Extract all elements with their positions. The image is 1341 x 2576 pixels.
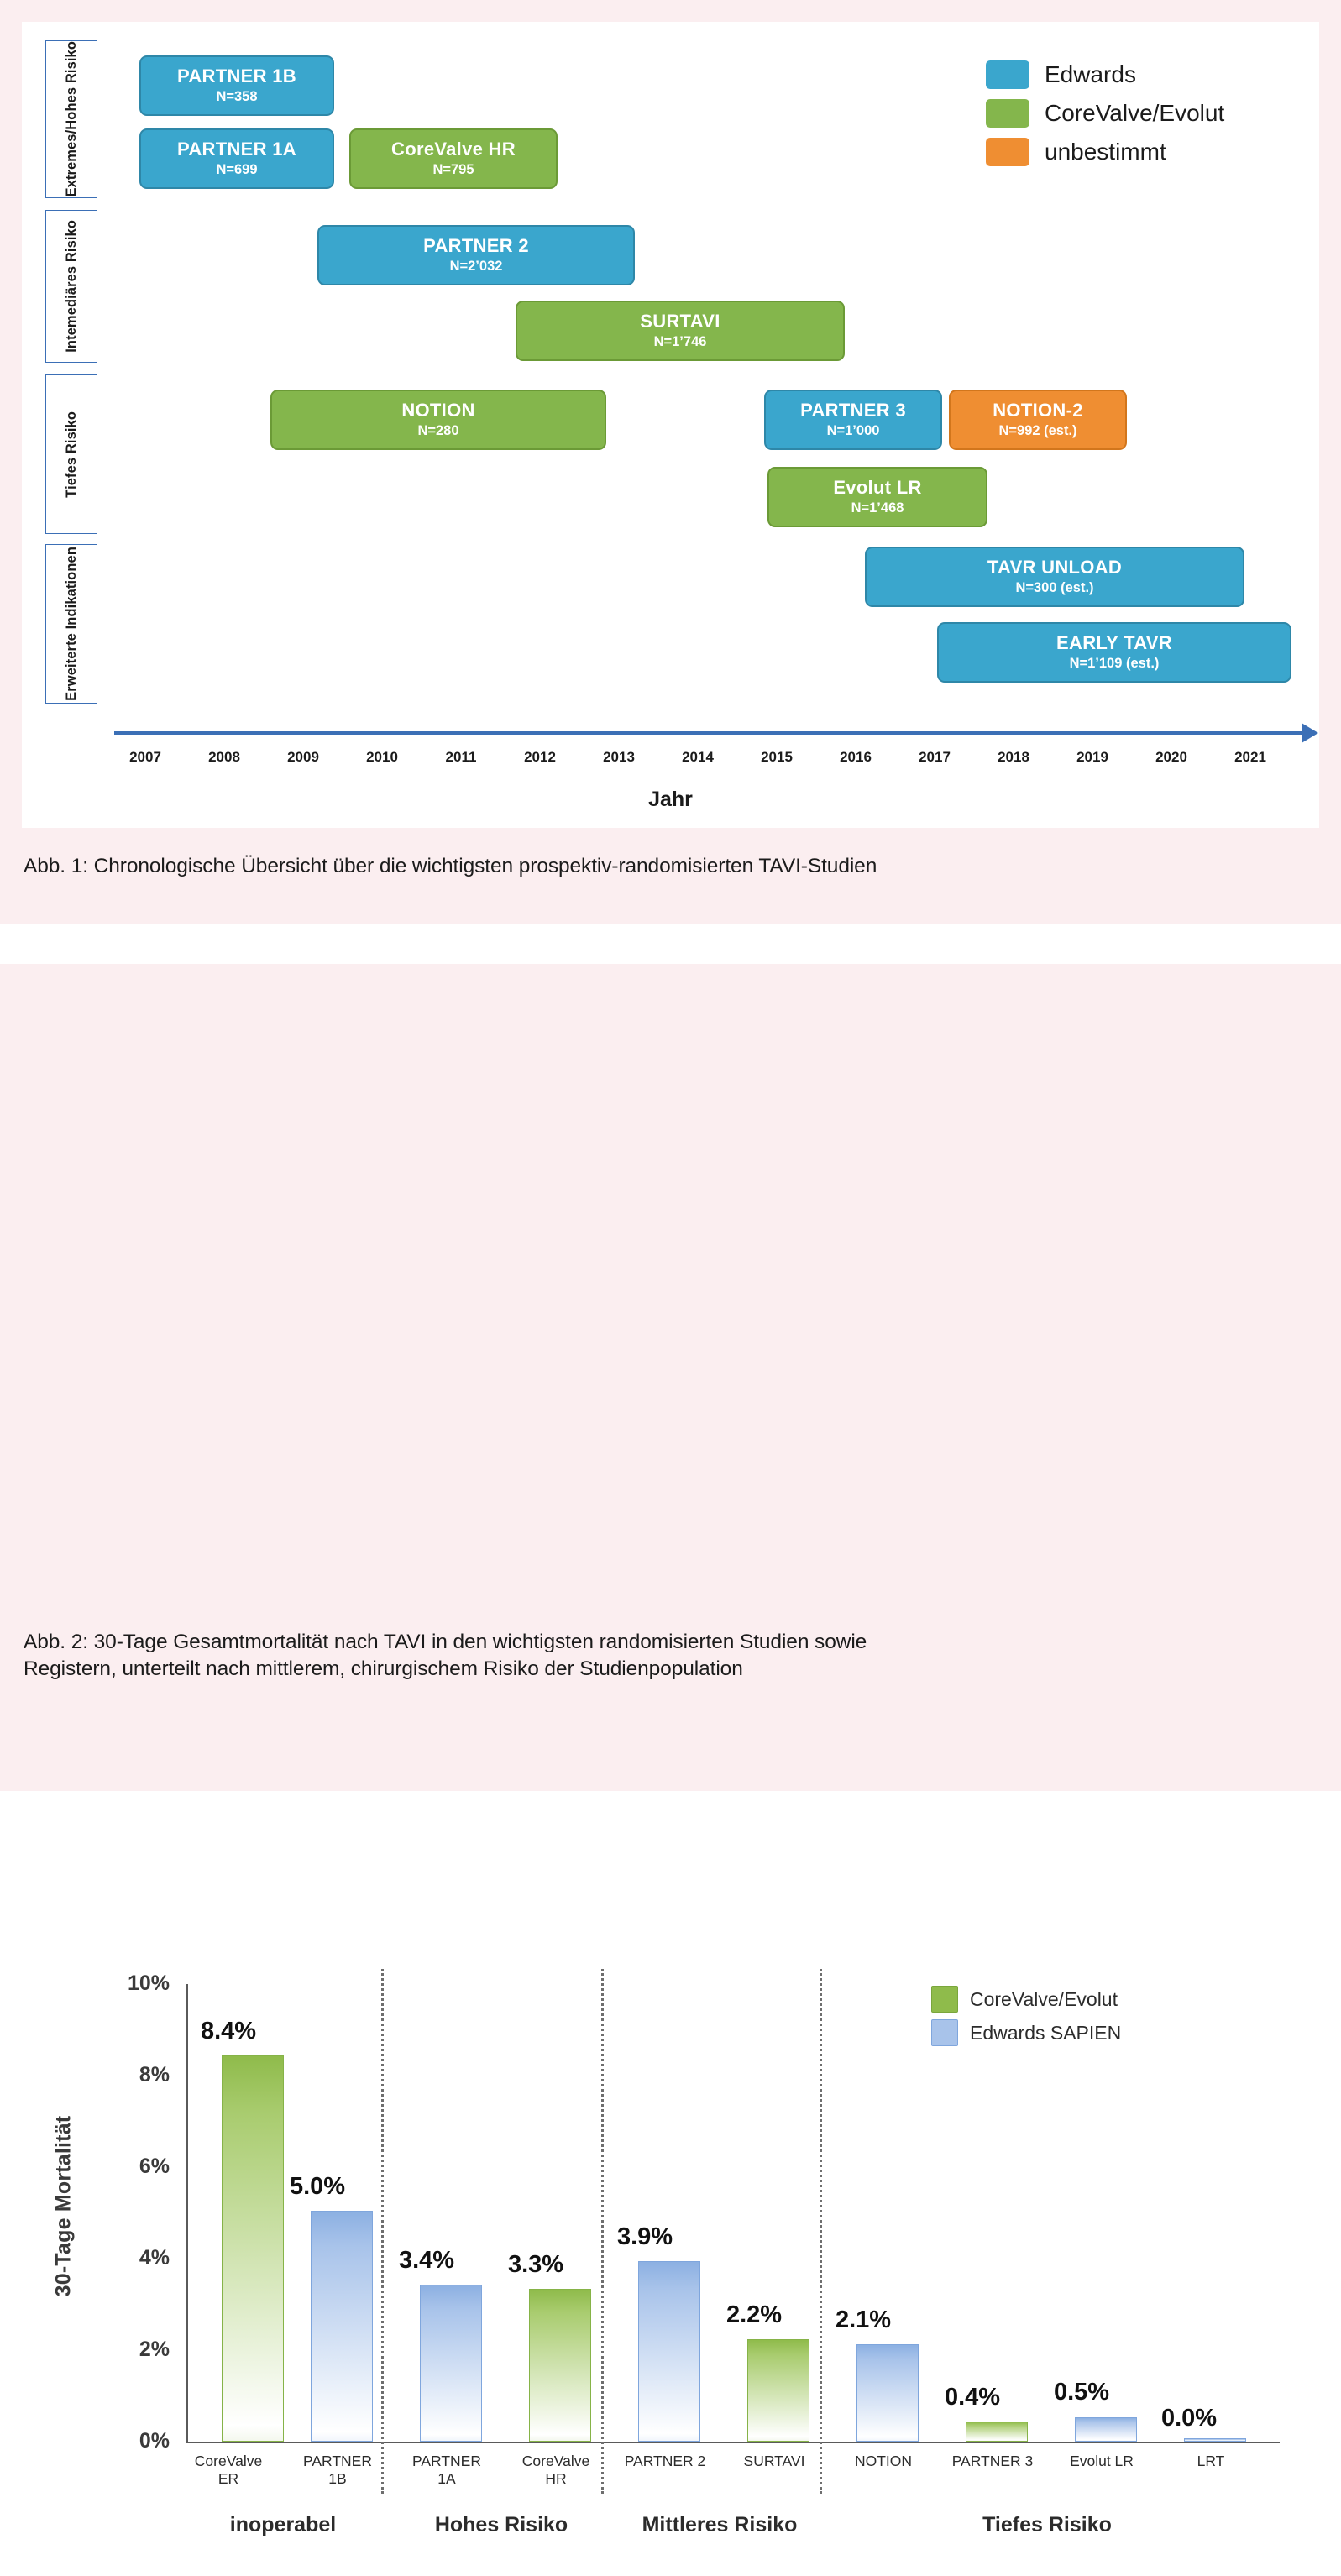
bar-value-label: 0.5% [1053,2379,1110,2406]
legend-item-corevalve [986,94,1296,133]
study-n: N=1’000 [826,422,880,438]
year-tick: 2019 [1076,749,1108,765]
category-label-partner-3: PARTNER 3 [951,2453,1034,2469]
figure-2-plot-area [186,1984,1280,2443]
bar-partner-3 [966,2422,1028,2442]
year-tick: 2018 [998,749,1029,765]
risk-label-extreme [45,40,97,198]
risk-label-low [45,374,97,534]
study-n: N=300 (est.) [1015,579,1094,595]
figure-2-y-axis-title: 30-Tage Mortalität [51,2115,76,2297]
study-bar-notion-2 [949,390,1127,450]
study-bar-partner-2 [317,225,635,285]
legend-swatch-corevalve [931,1986,958,2013]
bar-value-label: 0.4% [944,2384,1001,2411]
study-n: N=992 (est.) [998,422,1077,438]
figure-1-caption: Abb. 1: Chronologische Übersicht über die wichtigsten prospektiv-randomisierten TAVI-Studien [24,855,877,877]
study-name: NOTION [401,399,475,421]
year-tick: 2009 [287,749,319,765]
figure-2-caption [24,1629,1300,1683]
risk-label-intermediate [45,210,97,363]
y-tick: 8% [139,2063,170,2086]
category-label-notion: NOTION [854,2453,913,2469]
study-bar-early-tavr [937,622,1291,683]
bar-value-label: 3.3% [507,2251,564,2278]
study-bar-evolut-lr [767,467,987,527]
y-tick: 6% [139,2155,170,2178]
bar-corevalve-hr [529,2289,591,2442]
category-label-partner-1b: PARTNER 1B [302,2453,372,2487]
legend-item-corevalve [931,1982,1121,2016]
bar-partner-1b [311,2211,373,2442]
study-n: N=795 [432,161,474,177]
figure-1-legend [986,55,1296,171]
study-name: Evolut LR [833,476,922,498]
figure-2-panel [0,964,1341,2537]
figure-1-x-axis [114,731,1305,735]
year-tick: 2021 [1234,749,1266,765]
year-tick: 2010 [366,749,398,765]
bar-value-label: 3.9% [616,2223,673,2250]
study-n: N=1’468 [851,500,904,516]
study-bar-partner-3 [764,390,942,450]
y-tick: 10% [127,1971,170,1995]
year-tick: 2015 [761,749,793,765]
bar-corevalve-er [222,2055,284,2442]
study-bar-partner-1a [139,128,334,189]
risk-label-low-text: Tiefes Risiko [63,411,79,498]
study-name: PARTNER 1B [177,65,296,86]
group-label-hohes-risiko: Hohes Risiko [434,2513,568,2537]
study-n: N=2’032 [449,258,503,274]
study-bar-partner-1b [139,55,334,116]
figure-2-chart [12,1950,1330,2576]
bar-value-label: 2.2% [726,2301,783,2328]
study-name: PARTNER 2 [423,234,529,256]
legend-swatch-edwards [986,60,1029,89]
category-label-partner-2: PARTNER 2 [624,2453,706,2469]
group-label-mittleres-risiko: Mittleres Risiko [642,2513,798,2537]
legend-item-edwards [986,55,1296,94]
legend-label-corevalve: CoreValve/Evolut [1045,100,1225,126]
bar-partner-1a [420,2285,482,2442]
figure-1-x-axis-label: Jahr [648,788,693,811]
y-tick: 2% [139,2338,170,2361]
y-tick: 0% [139,2429,170,2453]
bar-value-label: 5.0% [289,2173,346,2200]
figure-2-caption-line-1: Abb. 2: 30-Tage Gesamtmortalität nach TAVI in den wichtigsten randomisierten Studien sowie [24,1631,867,1653]
legend-item-unbestimmt [986,133,1296,171]
group-divider-1 [381,1969,384,2494]
year-tick: 2017 [919,749,951,765]
figure-1-chart [22,22,1319,828]
bar-value-label: 0.0% [1160,2405,1218,2432]
legend-swatch-corevalve [986,99,1029,128]
group-label-inoperabel: inoperabel [229,2513,337,2537]
study-bar-surtavi [516,301,845,361]
study-n: N=1’746 [653,333,707,349]
study-n: N=1’109 (est.) [1069,655,1160,671]
study-n: N=358 [216,88,258,104]
legend-swatch-unbestimmt [986,138,1029,166]
study-name: PARTNER 3 [800,399,906,421]
study-n: N=699 [216,161,258,177]
figure-1-panel [0,0,1341,924]
study-name: CoreValve HR [391,138,516,160]
year-tick: 2016 [840,749,872,765]
study-bar-notion [270,390,606,450]
legend-label-edwards: Edwards [1045,61,1136,87]
legend-label-unbestimmt: unbestimmt [1045,139,1166,165]
figure-2-legend [931,1982,1121,2050]
risk-label-extended [45,544,97,704]
year-tick: 2012 [524,749,556,765]
legend-label-corevalve: CoreValve/Evolut [970,1987,1118,2010]
category-label-lrt: LRT [1197,2453,1225,2469]
legend-label-edwards-sapien: Edwards SAPIEN [970,2021,1122,2044]
category-label-surtavi: SURTAVI [743,2453,805,2469]
category-label-corevalve-er: CoreValve ER [194,2453,263,2487]
bar-value-label: 8.4% [200,2018,257,2045]
bar-value-label: 3.4% [398,2247,455,2274]
year-tick: 2007 [129,749,161,765]
risk-label-extreme-text: Extremes/Hohes Risiko [63,41,79,197]
year-tick: 2014 [682,749,714,765]
x-axis-arrow-icon [1302,723,1318,743]
category-label-partner-1a: PARTNER 1A [411,2453,481,2487]
study-name: NOTION-2 [993,399,1083,421]
y-tick: 4% [139,2246,170,2270]
group-divider-3 [820,1969,822,2494]
study-name: PARTNER 1A [177,138,296,160]
risk-label-intermediate-text: Intemediäres Risiko [63,220,79,353]
bar-surtavi [747,2339,809,2442]
study-name: SURTAVI [640,310,720,332]
year-tick: 2011 [445,749,477,765]
legend-swatch-edwards-sapien [931,2019,958,2046]
figure-2-caption-line-2: Registern, unterteilt nach mittlerem, chirurgischem Risiko der Studienpopulation [24,1657,743,1681]
category-label-evolut-lr: Evolut LR [1070,2453,1134,2469]
year-tick: 2013 [603,749,635,765]
bar-partner-2 [638,2261,700,2442]
study-n: N=280 [417,422,459,438]
legend-item-edwards-sapien [931,2016,1121,2050]
bar-lrt [1184,2438,1246,2442]
category-label-corevalve-hr: CoreValve HR [521,2453,590,2487]
risk-label-extended-text: Erweiterte Indikationen [63,547,79,701]
year-tick: 2020 [1155,749,1187,765]
study-bar-corevalve-hr [349,128,558,189]
bar-value-label: 2.1% [835,2306,892,2333]
group-label-tiefes-risiko: Tiefes Risiko [982,2513,1112,2537]
study-name: EARLY TAVR [1056,631,1172,653]
study-bar-tavr-unload [865,547,1244,607]
study-name: TAVR UNLOAD [987,556,1123,578]
year-tick: 2008 [208,749,240,765]
